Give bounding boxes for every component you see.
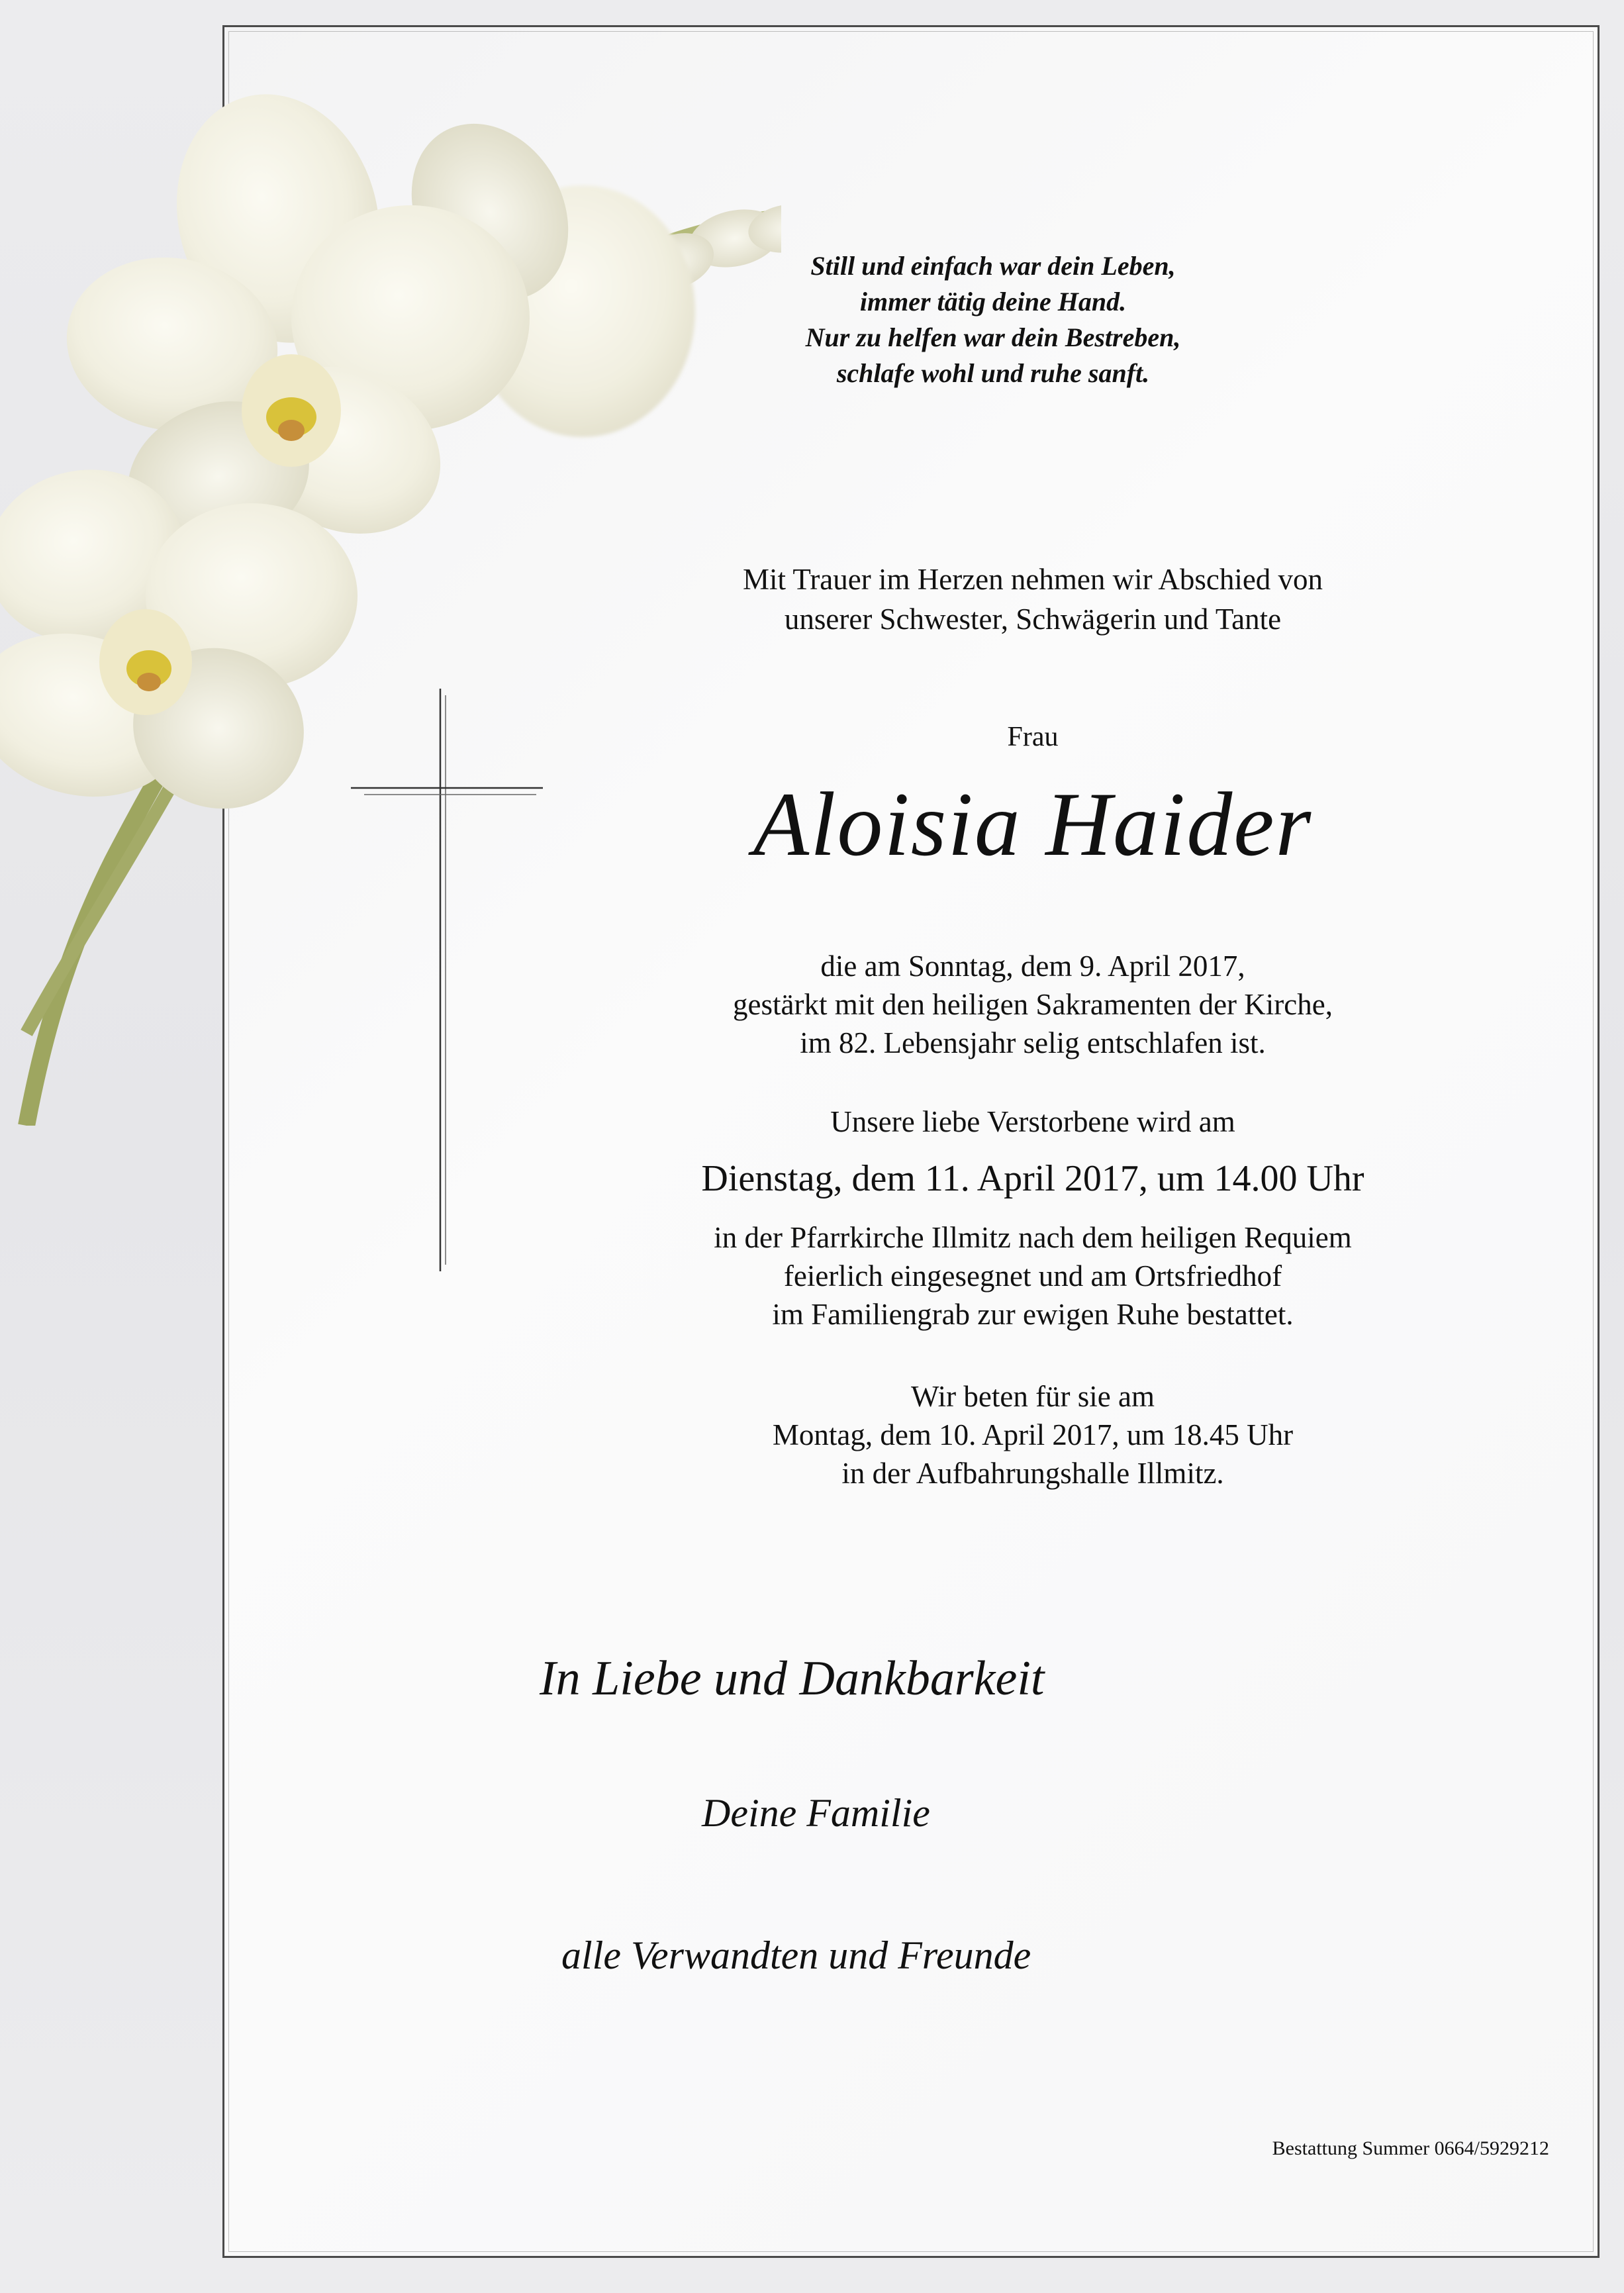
poem-line: immer tätig deine Hand. [859,287,1127,317]
cross-icon [351,689,543,1271]
funeral-place-line: im Familiengrab zur ewigen Ruhe bestattet. [772,1298,1294,1331]
salutation: Frau [1007,722,1059,752]
death-notice-line: im 82. Lebensjahr selig entschlafen ist. [800,1026,1266,1059]
intro-line: unserer Schwester, Schwägerin und Tante [784,603,1282,636]
poem-line: Still und einfach war dein Leben, [810,251,1176,281]
funeral-date: Dienstag, dem 11. April 2017, um 14.00 Uhr [701,1158,1364,1199]
prayer-notice [556,1377,1509,1492]
death-notice-line: gestärkt mit den heiligen Sakramenten der Kirche, [733,988,1333,1021]
prayer-line: Wir beten für sie am [910,1380,1155,1413]
prayer-line: in der Aufbahrungshalle Illmitz. [841,1457,1224,1490]
poem-line: schlafe wohl und ruhe sanft. [836,358,1150,388]
funeral-intro: Unsere liebe Verstorbene wird am [830,1105,1235,1138]
intro-text [556,560,1509,639]
undertaker-contact: Bestattung Summer 0664/5929212 [1272,2137,1549,2159]
funeral-place-line: feierlich eingesegnet und am Ortsfriedhof [783,1259,1282,1293]
closing-relatives: alle Verwandten und Freunde [561,1933,1031,1977]
funeral-place-line: in der Pfarrkirche Illmitz nach dem heiligen Requiem [714,1221,1352,1254]
closing-phrase: In Liebe und Dankbarkeit [540,1651,1045,1706]
poem-line: Nur zu helfen war dein Bestreben, [805,322,1181,352]
intro-line: Mit Trauer im Herzen nehmen wir Abschied von [742,563,1323,596]
closing-family: Deine Familie [702,1791,930,1835]
memorial-poem [741,248,1245,391]
funeral-place [556,1218,1509,1334]
death-notice [556,947,1509,1062]
deceased-name: Aloisia Haider [753,773,1313,875]
prayer-line: Montag, dem 10. April 2017, um 18.45 Uhr [772,1418,1294,1451]
death-notice-line: die am Sonntag, dem 9. April 2017, [820,950,1245,983]
